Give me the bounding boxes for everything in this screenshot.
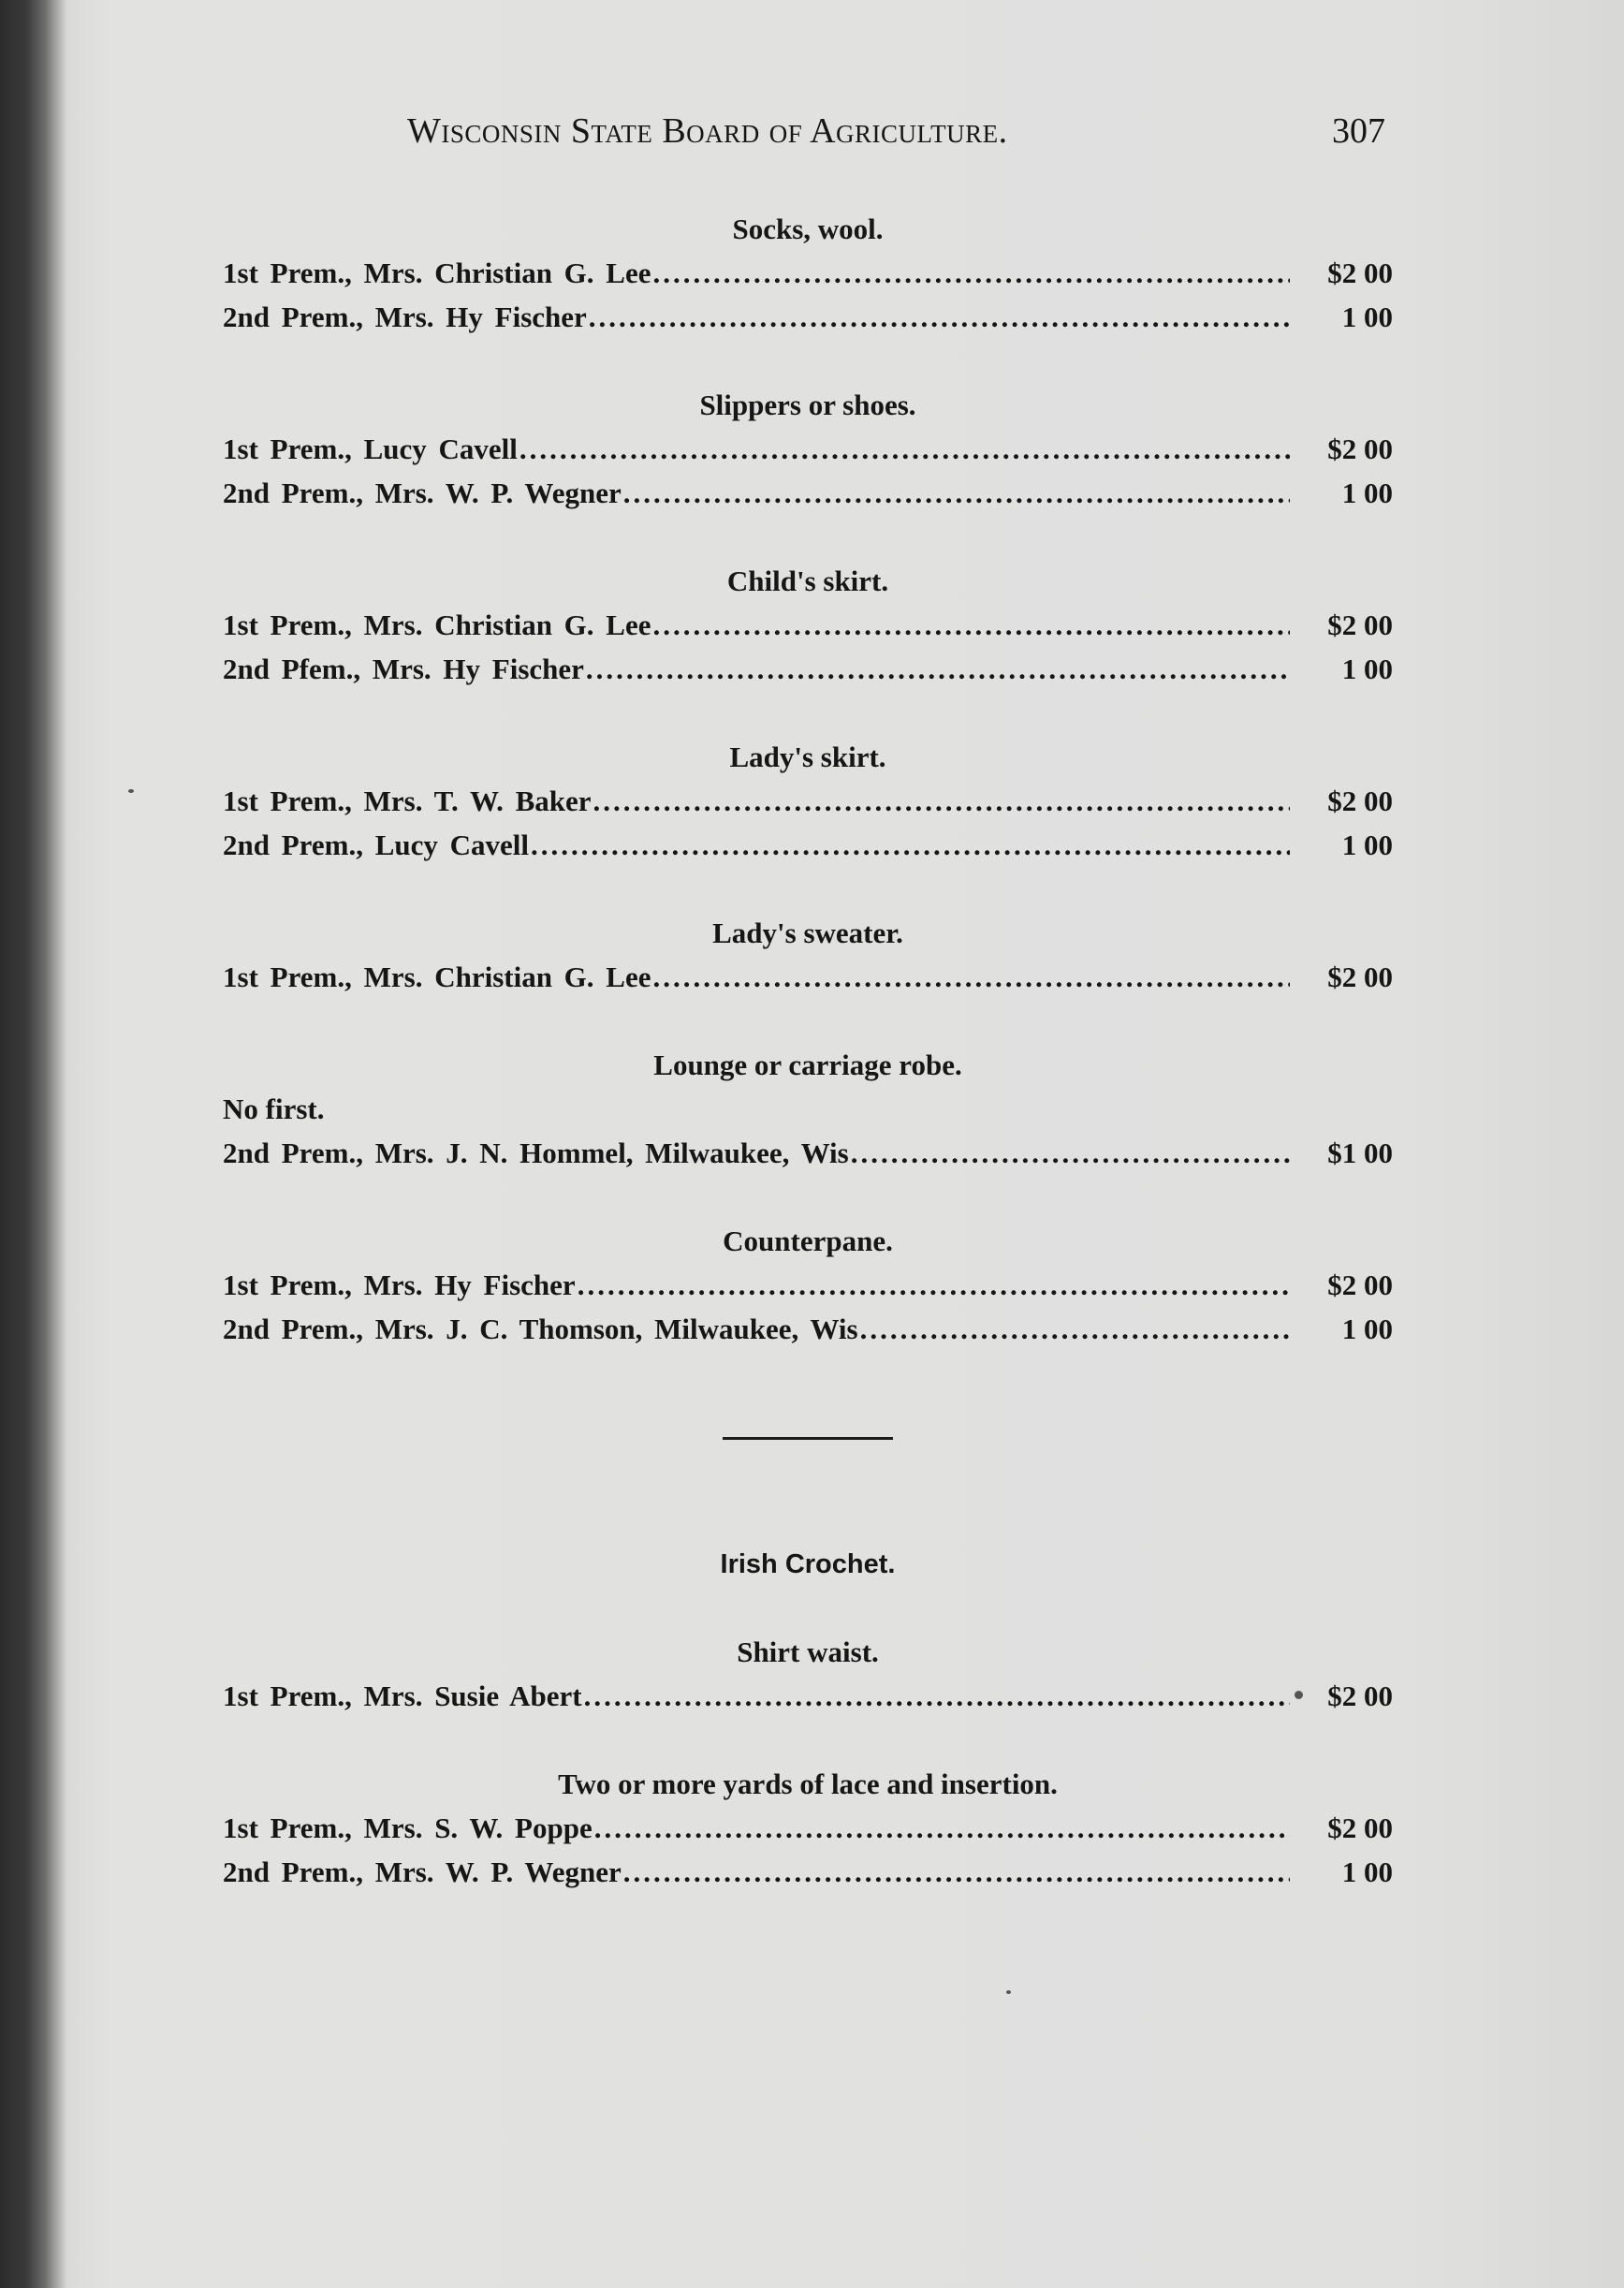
paper-speck <box>1006 1990 1011 1994</box>
entry-amount: 1 00 <box>1341 653 1393 685</box>
section-title: Socks, wool. <box>732 213 884 245</box>
dot-leader <box>593 779 1290 823</box>
section-title: Counterpane. <box>723 1225 893 1257</box>
premium-entry <box>223 647 1393 691</box>
entry-amount: 1 00 <box>1341 301 1393 333</box>
entry-label: 1st Prem., Mrs. Susie Abert <box>223 1679 582 1712</box>
entry-label: 2nd Prem., Lucy Cavell <box>223 829 529 861</box>
entry-label: 1st Prem., Mrs. Christian G. Lee <box>223 961 651 993</box>
premium-entry <box>223 779 1393 823</box>
entry-label: 2nd Pfem., Mrs. Hy Fischer <box>223 653 584 685</box>
premium-entry <box>223 1307 1393 1351</box>
entry-amount: 1 00 <box>1341 1855 1393 1888</box>
premium-entry <box>223 251 1393 295</box>
entry-label: 1st Prem., Lucy Cavell <box>223 433 518 465</box>
page-number: 307 <box>1332 111 1385 151</box>
division-heading: Irish Crochet. <box>720 1549 896 1579</box>
entry-amount: $2 00 <box>1327 1679 1393 1712</box>
section-title: Two or more yards of lace and insertion. <box>558 1767 1058 1800</box>
dot-leader <box>653 955 1291 999</box>
entry-amount: 1 00 <box>1341 829 1393 861</box>
dot-leader <box>531 823 1290 867</box>
entry-amount: $2 00 <box>1327 1269 1393 1301</box>
entry-label: 1st Prem., Mrs. Christian G. Lee <box>223 609 651 641</box>
section-title: Child's skirt. <box>726 565 889 597</box>
section-title: Shirt waist. <box>737 1635 879 1668</box>
premium-entry <box>223 1806 1393 1850</box>
premium-entry <box>223 1263 1393 1307</box>
dot-leader <box>584 1674 1290 1718</box>
entry-label: 1st Prem., Mrs. Christian G. Lee <box>223 257 651 289</box>
entry-amount: $2 00 <box>1327 609 1393 641</box>
entry-amount: $2 00 <box>1327 961 1393 993</box>
entry-amount: $2 00 <box>1327 433 1393 465</box>
entry-amount: $2 00 <box>1327 257 1393 289</box>
dot-leader <box>586 647 1290 691</box>
section-title: Slippers or shoes. <box>699 389 916 421</box>
entry-label: 2nd Prem., Mrs. W. P. Wegner <box>223 477 622 509</box>
paper-speck <box>1295 1691 1303 1699</box>
entry-amount: $1 00 <box>1327 1137 1393 1169</box>
section-note: No first. <box>223 1093 325 1125</box>
entry-amount: 1 00 <box>1341 477 1393 509</box>
section-title: Lounge or carriage robe. <box>653 1049 962 1081</box>
premium-entry <box>223 471 1393 515</box>
entry-amount: 1 00 <box>1341 1313 1393 1345</box>
entry-label: 2nd Prem., Mrs. W. P. Wegner <box>223 1855 622 1888</box>
premium-entry <box>223 427 1393 471</box>
premium-entry <box>223 823 1393 867</box>
entry-label: 2nd Prem., Mrs. Hy Fischer <box>223 301 587 333</box>
dot-leader <box>589 295 1290 339</box>
section-title: Lady's sweater. <box>712 917 903 949</box>
book-spine-shadow <box>0 0 67 2288</box>
page-header <box>407 110 1385 157</box>
entry-label: 1st Prem., Mrs. S. W. Poppe <box>223 1811 593 1844</box>
premium-entry <box>223 603 1393 647</box>
dot-leader <box>851 1131 1290 1175</box>
dot-leader <box>594 1806 1290 1850</box>
dot-leader <box>860 1307 1290 1351</box>
premium-entry <box>223 955 1393 999</box>
premium-entry <box>223 1850 1393 1894</box>
running-title: Wisconsin State Board of Agriculture. <box>407 111 1008 151</box>
dot-leader <box>653 251 1291 295</box>
premium-entry <box>223 295 1393 339</box>
entry-label: 1st Prem., Mrs. Hy Fischer <box>223 1269 576 1301</box>
entry-label: 2nd Prem., Mrs. J. C. Thomson, Milwaukee, Wis <box>223 1313 858 1345</box>
entry-label: 1st Prem., Mrs. T. W. Baker <box>223 785 592 817</box>
dot-leader <box>653 603 1291 647</box>
dot-leader <box>578 1263 1290 1307</box>
entry-amount: $2 00 <box>1327 785 1393 817</box>
dot-leader <box>623 1850 1290 1894</box>
section-title: Lady's skirt. <box>729 741 886 773</box>
premium-list <box>223 208 1393 1894</box>
premium-entry <box>223 1131 1393 1175</box>
paper-speck <box>128 789 134 793</box>
dot-leader <box>519 427 1290 471</box>
premium-entry <box>223 1674 1393 1718</box>
entry-label: 2nd Prem., Mrs. J. N. Hommel, Milwaukee, Wis <box>223 1137 849 1169</box>
dot-leader <box>623 471 1290 515</box>
entry-amount: $2 00 <box>1327 1811 1393 1844</box>
